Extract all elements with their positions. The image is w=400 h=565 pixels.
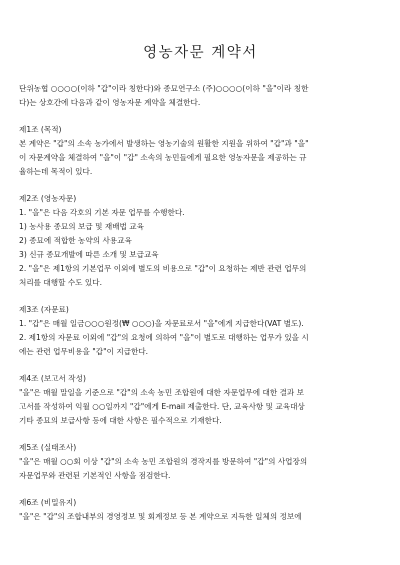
article-heading: 제2조 (영농자문) bbox=[19, 194, 77, 203]
article-line: 이 자문계약을 체결하여 "을"이 "갑" 소속의 농민들에게 필요한 영농자문을 제공하는 규 bbox=[19, 153, 307, 162]
article-6 bbox=[19, 496, 382, 524]
article-body bbox=[19, 137, 382, 179]
article-line: 1) 농사용 종묘의 보급 및 재배법 교육 bbox=[19, 222, 144, 231]
article-5 bbox=[19, 441, 382, 483]
article-heading: 제3조 (자문료) bbox=[19, 305, 69, 314]
article-line: 고서를 작성하여 익월 ○○일까지 "갑"에게 E-mail 제출한다. 단, 교육사항 및 교육대상 bbox=[19, 402, 305, 411]
article-body bbox=[19, 317, 382, 359]
article-2 bbox=[19, 192, 382, 290]
article-heading: 제5조 (실태조사) bbox=[19, 443, 77, 452]
article-line: 2. 제1항의 자문료 이외에 "갑"의 요청에 의하여 "을"이 별도로 대행하는 업무가 있을 시 bbox=[19, 333, 309, 342]
article-line: "을"은 "갑"의 조합내부의 경영정보 및 회계정보 등 본 계약으로 지득한 일체의 정보에 bbox=[19, 512, 302, 521]
article-line: 1. "갑"은 매월 일금○○○원정(₩ ○○○)을 자문료로서 "을"에게 지급한다(VAT 별도). bbox=[19, 319, 304, 328]
article-line: 기타 종묘의 보급사항 등에 대한 사항은 필수적으로 기재한다. bbox=[19, 416, 222, 425]
article-4 bbox=[19, 372, 382, 428]
article-heading: 제1조 (목적) bbox=[19, 125, 62, 134]
article-line: 자문업무와 관련된 기본적인 사항을 점검한다. bbox=[19, 471, 171, 480]
article-line: 2) 종묘에 적합한 농약의 사용교육 bbox=[19, 236, 132, 245]
article-body bbox=[19, 455, 382, 483]
article-line: "을"은 매월 말일을 기준으로 "갑"의 소속 농민 조합원에 대한 자문업무에 대한 결과 보 bbox=[19, 388, 305, 397]
article-line: 2. "을"은 제1항의 기본업무 이외에 별도의 비용으로 "갑"이 요청하는 제반 관련 업무의 bbox=[19, 264, 307, 273]
article-line: 에는 관련 업무비용을 "갑"이 지급한다. bbox=[19, 347, 149, 356]
article-heading: 제4조 (보고서 작성) bbox=[19, 374, 86, 383]
article-3 bbox=[19, 303, 382, 359]
article-line: 처리를 대행할 수도 있다. bbox=[19, 278, 103, 287]
intro-line: 다)는 상호간에 다음과 같이 영농자문 계약을 체결한다. bbox=[19, 98, 201, 107]
intro-line: 단위농협 ○○○○(이하 "갑"이라 칭한다)와 종묘연구소 (주)○○○○(이하 "을"이라 칭한 bbox=[19, 84, 309, 93]
article-heading: 제6조 (비밀유지) bbox=[19, 498, 77, 507]
document-title: 영농자문 계약서 bbox=[143, 45, 258, 61]
article-line: 3) 신규 종묘개발에 따른 소개 및 보급교육 bbox=[19, 250, 159, 259]
article-body bbox=[19, 206, 382, 290]
article-line: 율하는데 목적이 있다. bbox=[19, 167, 93, 176]
intro-paragraph bbox=[19, 82, 382, 110]
article-body bbox=[19, 386, 382, 428]
article-body bbox=[19, 510, 382, 524]
article-line: 본 계약은 "갑"의 소속 농가에서 발생하는 영농기술의 원활한 지원을 위하여 "갑"과 "을" bbox=[19, 139, 309, 148]
article-line: "을"은 매월 ○○회 이상 "갑"의 소속 농민 조합원의 경작지를 방문하여 "갑"의 사업장의 bbox=[19, 457, 308, 466]
article-line: 1. "을"은 다음 각호의 기본 자문 업무를 수행한다. bbox=[19, 208, 185, 217]
article-1 bbox=[19, 123, 382, 179]
